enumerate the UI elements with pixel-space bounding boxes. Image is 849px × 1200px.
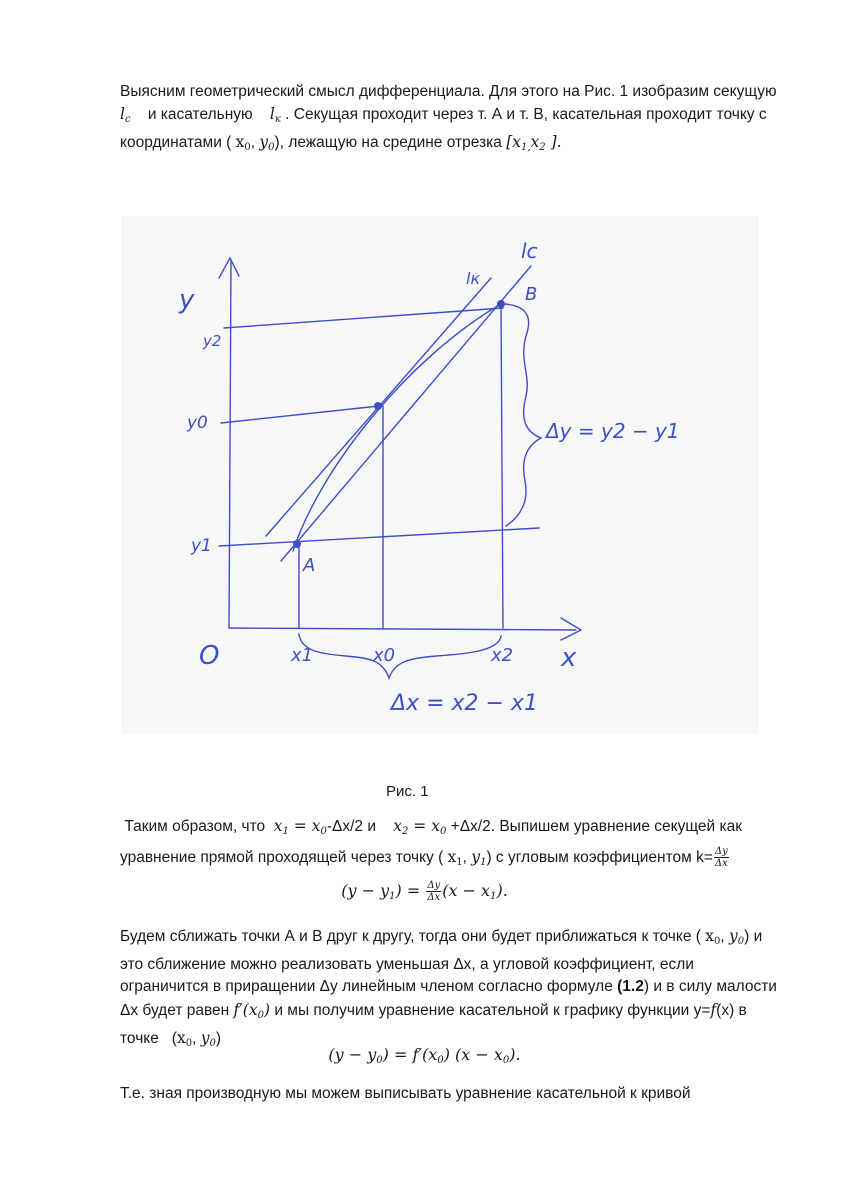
intro-paragraph <box>120 80 790 159</box>
label-b: B <box>525 284 538 305</box>
tangent-line-4: Δx будет равен $f'(x_0)$ и мы получим уравнение касательной к графику функции y=f(x) в <box>120 1000 747 1021</box>
secant-paragraph <box>120 815 790 874</box>
figure-caption: Рис. 1 <box>386 783 429 800</box>
label-x1: x1 <box>291 645 314 666</box>
slope-fraction: $\frac{\Delta y}{\Delta x}$ <box>714 846 728 870</box>
brace-dx <box>299 634 501 678</box>
tangent-line-5: точке ($x_0$, $y_0$) <box>120 1029 221 1049</box>
secant-line-2: уравнение прямой проходящей через точку ( $x_1$, $y_1$) с угловым коэффициентом k= $\frac{\Delta y}{\Delta x}$ <box>120 846 728 870</box>
intro-line-3: координатами ( $x_0$, $y_0$), лежащую на средине отрезка [$x_{1,}x_2$ ]. <box>120 133 562 153</box>
label-lk: lк <box>466 269 481 288</box>
intro-line-2: $l_c$ и касательную $l_к$ . Секущая проходит через т. А и т. В, касательная проходит точку с <box>120 105 767 125</box>
tangent-equation: $(y - y_0) = f'(x_0)$ $(x - x_0)$. <box>328 1045 521 1066</box>
interval: [$x_{1,}x_2$ ]. <box>506 133 562 153</box>
y-axis <box>229 261 231 628</box>
tangent-paragraph <box>120 925 790 1056</box>
guide-y1 <box>219 528 539 546</box>
y-axis-arrow <box>219 258 239 278</box>
label-lc: lc <box>521 239 538 263</box>
guide-y2 <box>224 308 503 328</box>
brace-dy <box>505 304 541 526</box>
label-y0: y0 <box>187 413 208 433</box>
curve <box>293 304 501 551</box>
label-o: O <box>199 641 220 671</box>
x-axis <box>229 628 576 630</box>
tangent-symbol: $l_к$ <box>269 105 281 125</box>
guide-x2 <box>501 306 503 628</box>
point-b <box>497 300 505 308</box>
figure-svg <box>121 216 759 734</box>
secant-symbol: $l_c$ <box>120 105 131 125</box>
label-y2: y2 <box>203 332 222 350</box>
secant-line-1: Таким образом, что $x_1 = x_0-\Delta x/2$ и $x_2 = x_0 +\Delta x/2$. Выпишем уравнение секущей как <box>124 817 743 837</box>
tangent-line-2: это сближение можно реализовать уменьшая Δx, а угловой коэффициент, если <box>120 955 694 973</box>
point-x0-y0 <box>374 402 382 410</box>
label-y: y <box>179 285 195 315</box>
tangent-line-1: Будем сближать точки А и В друг к другу, тогда они будет приближаться к точке ( $x_0$, $y_0$) и <box>120 927 763 947</box>
label-a: A <box>303 555 316 576</box>
label-dy: Δy = y2 − y1 <box>546 419 680 443</box>
label-x: x <box>561 643 577 673</box>
guide-y0 <box>221 406 379 423</box>
secant-equation: $(y - y_1)$ = $\frac{\Delta y}{\Delta x}$ $(x - x_1)$. <box>341 880 508 903</box>
x-axis-arrow <box>561 618 581 640</box>
figure-sketch <box>121 216 759 734</box>
label-dx: Δx = x2 − x1 <box>391 691 538 716</box>
label-x0: x0 <box>373 645 396 666</box>
label-y1: y1 <box>191 536 212 556</box>
point-a <box>293 540 301 548</box>
intro-line-1: Выясним геометрический смысл дифференциала. Для этого на Рис. 1 изобразим секущую <box>120 83 777 100</box>
closing-sentence: Т.е. зная производную мы можем выписывать уравнение касательной к кривой <box>120 1085 691 1102</box>
secant-line <box>281 266 531 561</box>
label-x2: x2 <box>491 645 514 666</box>
tangent-line-3: ограничится в приращении Δy линейным членом согласно формуле (1.2) и в силу малости <box>120 978 777 995</box>
